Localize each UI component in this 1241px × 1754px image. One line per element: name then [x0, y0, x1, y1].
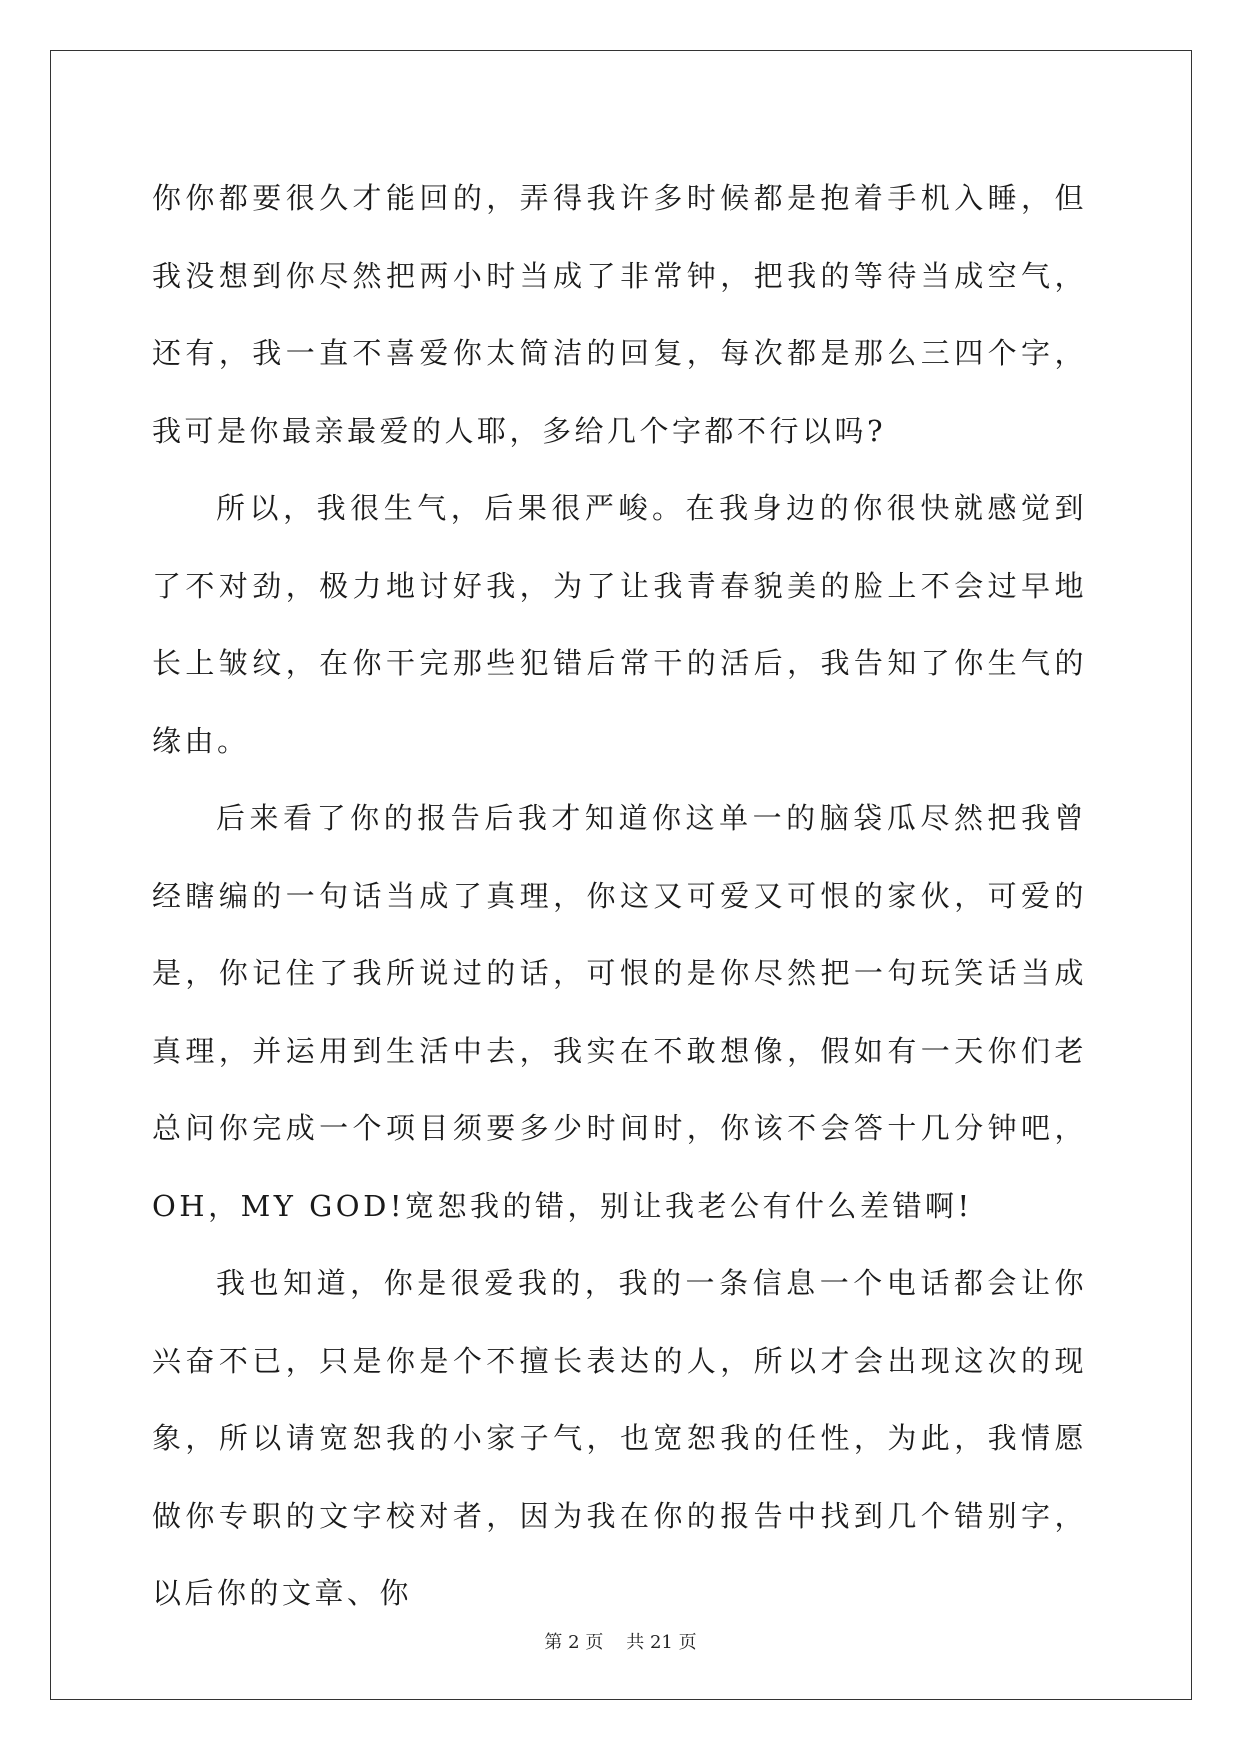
paragraph: 所以，我很生气，后果很严峻。在我身边的你很快就感觉到了不对劲，极力地讨好我，为了让我青春貌美的脸上不会过早地长上皱纹，在你干完那些犯错后常干的活后，我告知了你生气的缘由。	[152, 491, 1087, 758]
paragraph: 后来看了你的报告后我才知道你这单一的脑袋瓜尽然把我曾经瞎编的一句话当成了真理，你这又可爱又可恨的家伙，可爱的是，你记住了我所说过的话，可恨的是你尽然把一句玩笑话当成真理，并运用到生活中去，我实在不敢想像，假如有一天你们老总问你完成一个项目须要多少时间时，你该不会答十几分钟吧，OH，MY GOD!宽恕我的错，别让我老公有什么差错啊!	[152, 801, 1087, 1223]
page-number: 第 2 页	[544, 1632, 604, 1653]
page-footer	[0, 1628, 1241, 1654]
paragraph: 我也知道，你是很爱我的，我的一条信息一个电话都会让你兴奋不已，只是你是个不擅长表达的人，所以才会出现这次的现象，所以请宽恕我的小家子气，也宽恕我的任性，为此，我情愿做你专职的文字校对者，因为我在你的报告中找到几个错别字，以后你的文章、你	[152, 1266, 1087, 1610]
total-pages: 共 21 页	[626, 1632, 697, 1653]
paragraph-continued: 你你都要很久才能回的，弄得我许多时候都是抱着手机入睡，但我没想到你尽然把两小时当成了非常钟，把我的等待当成空气，还有，我一直不喜爱你太简洁的回复，每次都是那么三四个字，我可是你最亲最爱的人耶，多给几个字都不行以吗?	[152, 181, 1087, 448]
document-body	[152, 160, 1087, 1633]
